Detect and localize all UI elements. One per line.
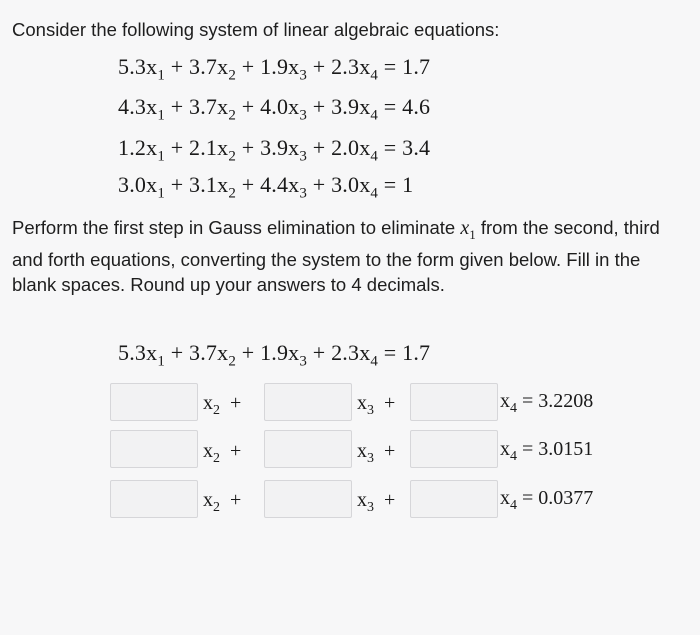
row4-rhs: $x_4 = 0.0377$ xyxy=(500,487,594,513)
row2-x4-input[interactable] xyxy=(410,383,498,421)
equation-2: $4.3x_1 + 3.7x_2 + 4.0x_3 + 3.9x_4 = 4.6$ xyxy=(118,94,431,124)
equation-1: $5.3x_1 + 3.7x_2 + 1.9x_3 + 2.3x_4 = 1.7$ xyxy=(118,54,431,84)
instruction-text: Perform the first step in Gauss elimination to eliminate $x_1$ from the second, third and forth equations, converting the system to the form given below. Fill in the blank spaces. Round up your answers to 4 decimals. xyxy=(12,217,660,295)
row3-rhs: $x_4 = 3.0151$ xyxy=(500,438,594,464)
row3-x2-label: $x_2$ + xyxy=(203,440,242,466)
equation-3: $1.2x_1 + 2.1x_2 + 3.9x_3 + 2.0x_4 = 3.4$ xyxy=(118,135,431,165)
row2-x3-input[interactable] xyxy=(264,383,352,421)
row3-x3-input[interactable] xyxy=(264,430,352,468)
row2-x3-label: $x_3$ + xyxy=(357,392,396,418)
row3-x3-label: $x_3$ + xyxy=(357,440,396,466)
row2-x2-input[interactable] xyxy=(110,383,198,421)
row4-x2-label: $x_2$ + xyxy=(203,489,242,515)
row4-x3-input[interactable] xyxy=(264,480,352,518)
row4-x2-input[interactable] xyxy=(110,480,198,518)
row3-x2-input[interactable] xyxy=(110,430,198,468)
intro-text: Consider the following system of linear algebraic equations: xyxy=(12,19,500,40)
reduced-equation-1: $5.3x_1 + 3.7x_2 + 1.9x_3 + 2.3x_4 = 1.7$ xyxy=(118,340,431,370)
row2-rhs: $x_4 = 3.2208$ xyxy=(500,390,594,416)
row4-x4-input[interactable] xyxy=(410,480,498,518)
row2-x2-label: $x_2$ + xyxy=(203,392,242,418)
row3-x4-input[interactable] xyxy=(410,430,498,468)
equation-4: $3.0x_1 + 3.1x_2 + 4.4x_3 + 3.0x_4 = 1$ xyxy=(118,172,414,202)
row4-x3-label: $x_3$ + xyxy=(357,489,396,515)
